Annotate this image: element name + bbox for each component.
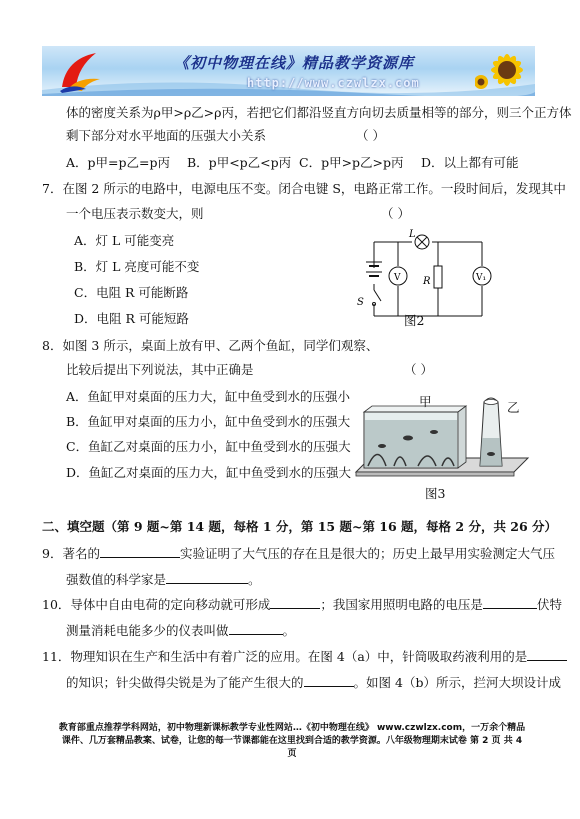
q9-blank-2[interactable]: [166, 571, 248, 584]
q11-text-1: 11．物理知识在生产和生活中有着广泛的应用。在图 4（a）中，针筒吸取药液利用的是: [42, 649, 528, 664]
q6-option-a: A．p甲=p乙=p丙: [66, 155, 170, 170]
q11-blank-1[interactable]: [527, 648, 567, 661]
figure-3-caption: 图3: [425, 486, 446, 501]
q9-text-1: 9．著名的: [42, 546, 100, 561]
q11-line2: [66, 674, 561, 692]
q10-blank-2[interactable]: [483, 596, 537, 609]
q7-option-a: A．灯 L 可能变亮: [74, 233, 175, 248]
q7-answer-paren: （ ）: [381, 206, 410, 221]
q6-option-d: D．以上都有可能: [421, 155, 519, 170]
q8-line2: 比较后提出下列说法，其中正确是: [66, 362, 254, 377]
q10-blank-3[interactable]: [229, 622, 283, 635]
q9-text-3: 强数值的科学家是: [66, 572, 167, 587]
q7-option-b: B．灯 L 亮度可能不变: [74, 259, 200, 274]
q10-text-5: 。: [282, 623, 296, 638]
q9-line1: [42, 545, 555, 563]
q11-line1: [42, 648, 567, 666]
q8-answer-paren: （ ）: [404, 362, 433, 377]
q8-option-c: C．鱼缸乙对桌面的压力小，缸中鱼受到水的压强大: [66, 439, 351, 454]
logo-icon: [56, 49, 104, 93]
q9-text-2: 实验证明了大气压的存在且是很大的；历史上最早用实验测定大气压: [179, 546, 555, 561]
q10-blank-1[interactable]: [270, 596, 320, 609]
banner-url: http://www.czwlzx.com: [247, 76, 420, 90]
q8-option-a: A．鱼缸甲对桌面的压力大，缸中鱼受到水的压强小: [66, 389, 351, 404]
q7-option-d: D．电阻 R 可能短路: [74, 311, 189, 326]
fig2-voltmeter-v: V: [394, 273, 401, 283]
page-footer: 教育部重点推荐学科网站，初中物理新课标教学专业性网站…《初中物理在线》 www.czwlzx.com，一万余个精品课件、几万套精品教案、试卷，让您的每一节课都能在这里找到合适的教学资源。八年级物理期末试卷 第 2 页 共 4 页: [58, 723, 526, 759]
section-2-heading: 二、填空题（第 9 题~第 14 题，每格 1 分，第 15 题~第 16 题，每格 2 分，共 26 分）: [42, 519, 558, 534]
q10-text-3: 伏特: [536, 597, 562, 612]
fig2-lamp-label: L: [409, 229, 416, 240]
q6-answer-paren: （ ）: [356, 128, 385, 143]
fig2-voltmeter-v1: V₁: [476, 273, 487, 283]
figure-2-circuit: [352, 228, 502, 328]
q9-blank-1[interactable]: [100, 545, 180, 558]
q10-line2: [66, 622, 295, 640]
figure-3-label-jia: 甲: [419, 394, 432, 409]
sunflower-icon: [475, 46, 535, 96]
q11-blank-2[interactable]: [304, 674, 354, 687]
q7-option-c: C．电阻 R 可能断路: [74, 285, 189, 300]
q7-line1: 7．在图 2 所示的电路中，电源电压不变。闭合电键 S，电路正常工作。一段时间后，发现其中: [42, 181, 566, 196]
fig2-switch-label: S: [357, 297, 364, 308]
q7-line2: 一个电压表示数变大，则: [66, 206, 204, 221]
q10-line1: [42, 596, 562, 614]
q10-text-1: 10．导体中自由电荷的定向移动就可形成: [42, 597, 271, 612]
q8-option-b: B．鱼缸甲对桌面的压力小，缸中鱼受到水的压强大: [66, 414, 351, 429]
q10-text-4: 测量消耗电能多少的仪表叫做: [66, 623, 229, 638]
q9-line2: [66, 571, 261, 589]
q8-line1: 8．如图 3 所示，桌面上放有甲、乙两个鱼缸，同学们观察、: [42, 338, 379, 353]
header-banner: [42, 46, 535, 96]
q8-option-d: D．鱼缸乙对桌面的压力大，缸中鱼受到水的压强大: [66, 465, 352, 480]
q6-line2: 剩下部分对水平地面的压强大小关系: [66, 128, 267, 143]
q11-text-3: 。如图 4（b）所示，拦河大坝设计成: [353, 675, 561, 690]
banner-title: 《初中物理在线》精品教学资源库: [174, 54, 415, 72]
figure-2-caption: 图2: [404, 313, 425, 328]
q6-option-b: B．p甲<p乙<p丙: [187, 155, 292, 170]
q6-line1: 体的密度关系为ρ甲>ρ乙>ρ丙，若把它们都沿竖直方向切去质量相等的部分，则三个正方体: [66, 105, 572, 120]
fig2-resistor-label: R: [423, 276, 431, 287]
q6-option-c: C．p甲>p乙>p丙: [299, 155, 404, 170]
figure-3-label-yi: 乙: [507, 400, 520, 415]
q11-text-2: 的知识；针尖做得尖锐是为了能产生很大的: [66, 675, 304, 690]
q9-text-4: 。: [248, 572, 261, 587]
q10-text-2: ；我国家用照明电路的电压是: [320, 597, 483, 612]
